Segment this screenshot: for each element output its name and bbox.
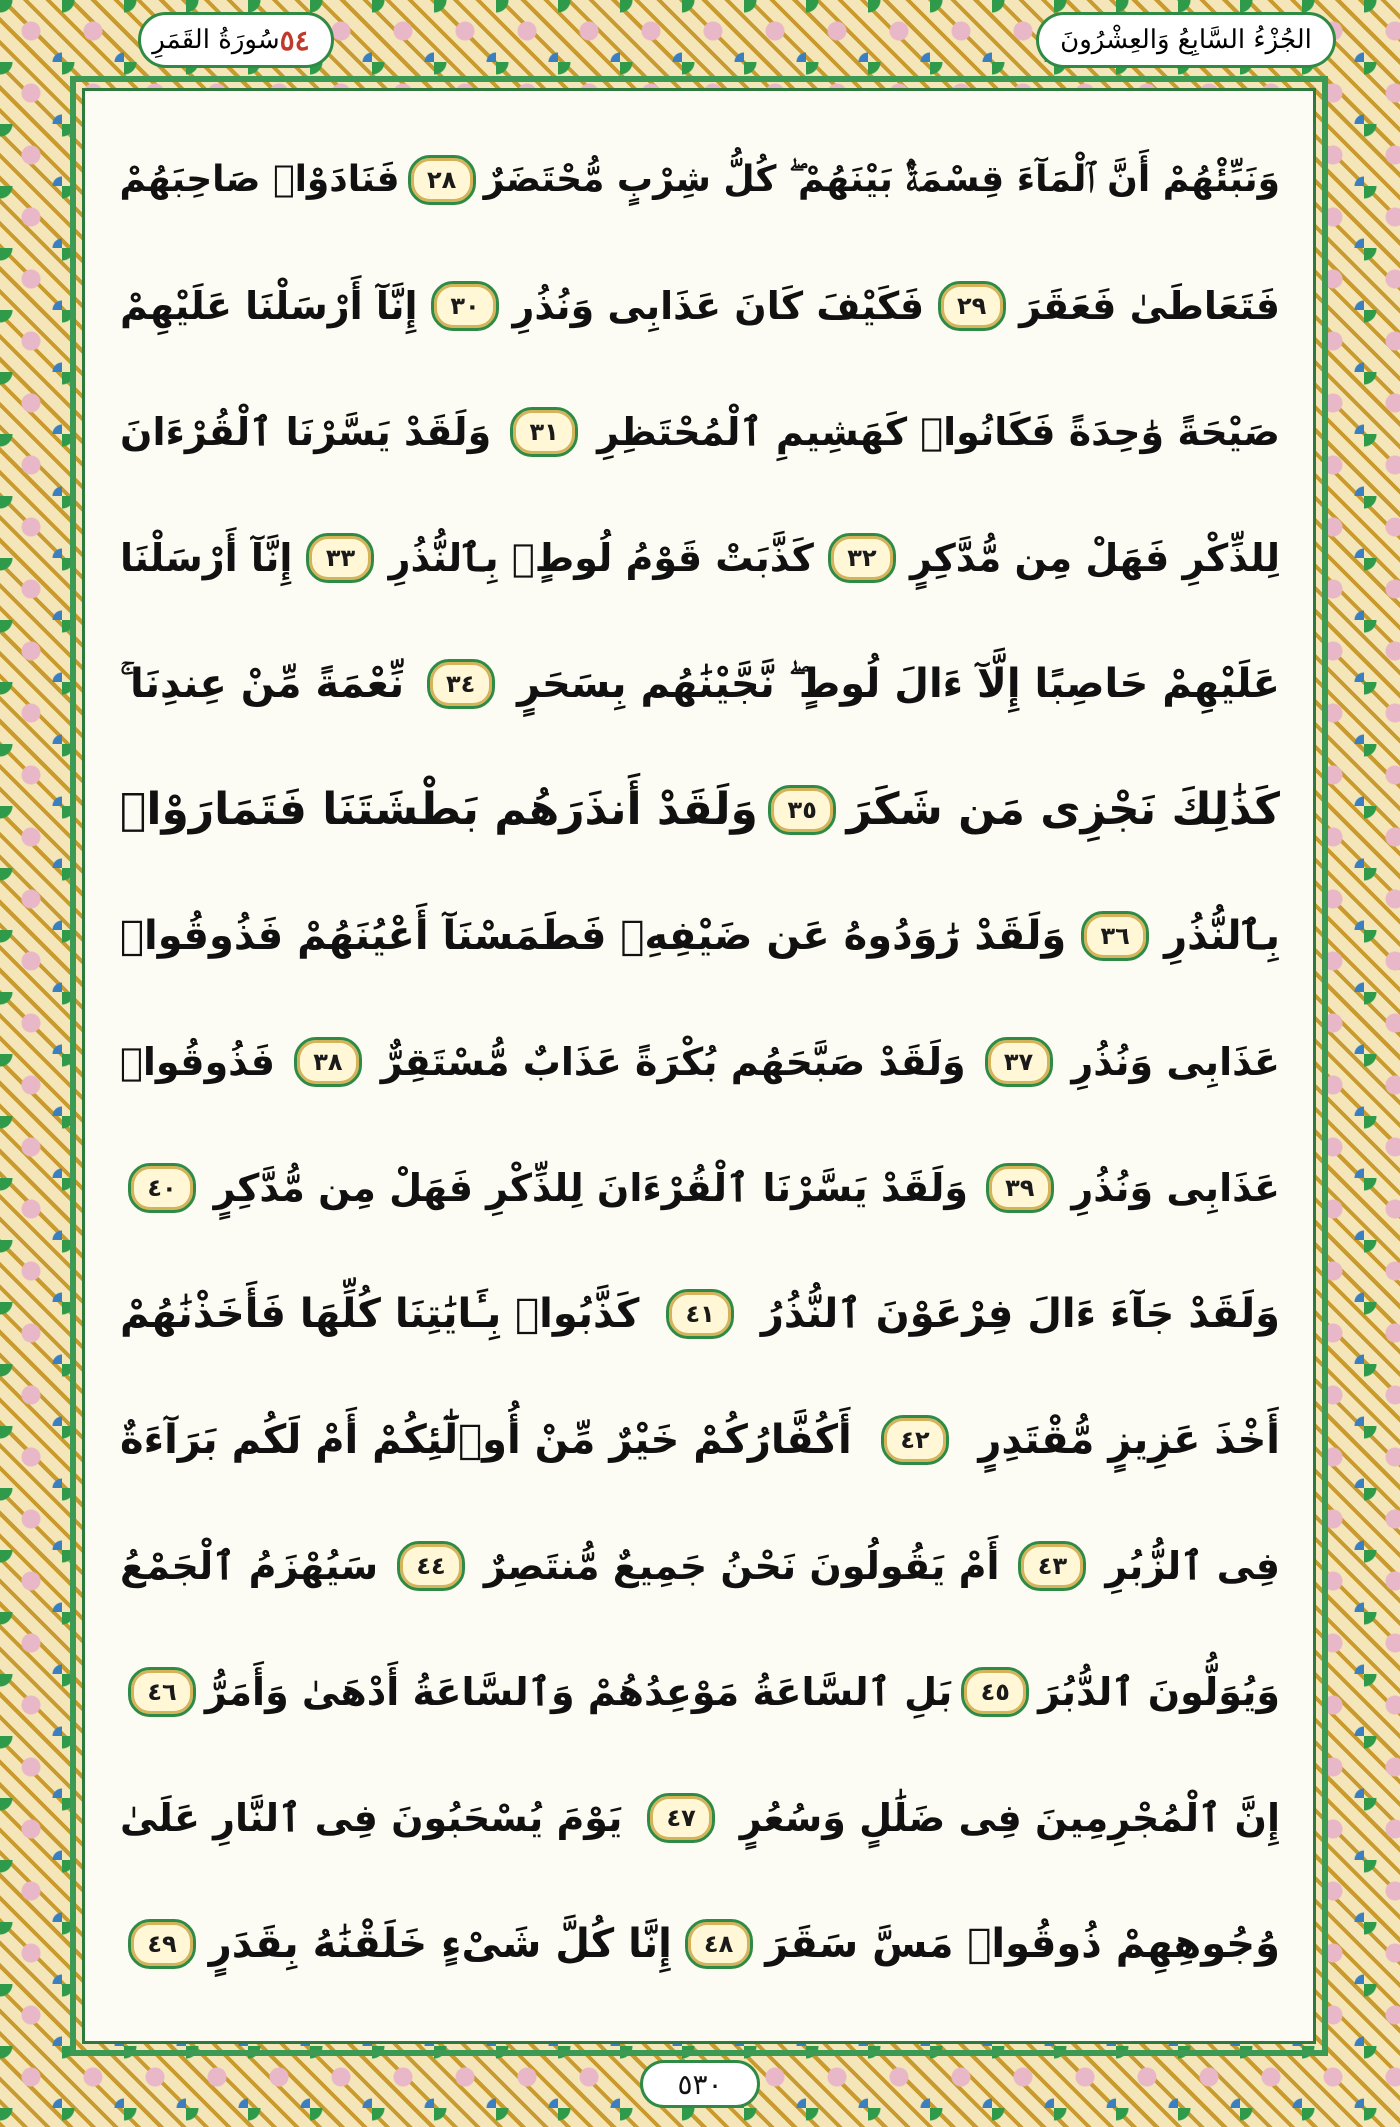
ayah-number-marker: ٤٧ — [647, 1793, 715, 1843]
verse-text: بَلِ ٱلسَّاعَةُ مَوْعِدُهُمْ وَٱلسَّاعَةُ أَدْهَىٰ وَأَمَرُّ — [204, 1670, 953, 1714]
verse-text: فَذُوقُوا۟ — [120, 1040, 276, 1084]
ayah-number-marker: ٢٩ — [938, 281, 1006, 331]
ayah-number-marker: ٣٤ — [427, 659, 495, 709]
ayah-number-marker: ٣٠ — [431, 281, 499, 331]
verse-text: وَلَقَدْ رَٰوَدُوهُ عَن ضَيْفِهِۦ فَطَمَسْنَآ أَعْيُنَهُمْ فَذُوقُوا۟ — [120, 913, 1067, 959]
ayah-number-marker: ٤٩ — [128, 1919, 196, 1969]
verse-text: نِّعْمَةً مِّنْ عِندِنَا ۚ — [120, 661, 405, 707]
ayah-number-marker: ٤٤ — [397, 1541, 465, 1591]
verse-line — [120, 1012, 1280, 1112]
verse-line — [120, 634, 1280, 734]
ayah-number-marker: ٣١ — [510, 407, 578, 457]
verse-line — [120, 256, 1280, 356]
verse-text: أَخْذَ عَزِيزٍ مُّقْتَدِرٍ — [978, 1417, 1280, 1463]
verse-text: عَذَابِى وَنُذُرِ — [1071, 1040, 1280, 1084]
ayah-number-marker: ٤٥ — [961, 1667, 1029, 1717]
verse-text: وَيُوَلُّونَ ٱلدُّبُرَ — [1038, 1670, 1280, 1714]
ayah-number-marker: ٤٢ — [881, 1415, 949, 1465]
verse-text: وَلَقَدْ يَسَّرْنَا ٱلْقُرْءَانَ — [120, 410, 492, 454]
verse-text: فَنَادَوْا۟ صَاحِبَهُمْ — [119, 159, 400, 200]
ayah-number-marker: ٣٧ — [985, 1037, 1053, 1087]
verse-text: أَكُفَّارُكُمْ خَيْرٌ مِّنْ أُو۟لَٰٓئِكُمْ أَمْ لَكُم بَرَآءَةٌ — [120, 1417, 852, 1463]
verse-text: إِنَّآ أَرْسَلْنَا عَلَيْهِمْ — [120, 284, 418, 328]
ayah-number-marker: ٣٩ — [986, 1163, 1054, 1213]
ayah-number-marker: ٣٥ — [768, 785, 836, 835]
verse-text: إِنَّآ أَرْسَلْنَا — [120, 536, 293, 580]
surah-label: سُورَةُ القَمَرِ — [152, 25, 280, 55]
ayah-number-marker: ٤٦ — [128, 1667, 196, 1717]
verse-line — [120, 886, 1280, 986]
ayah-number-marker: ٣٦ — [1081, 911, 1149, 961]
verse-text: عَذَابِى وَنُذُرِ — [1071, 1166, 1280, 1210]
verse-text: وَلَقَدْ أَنذَرَهُم بَطْشَتَنَا فَتَمَارَوْا۟ — [120, 784, 758, 835]
verse-line — [120, 382, 1280, 482]
verse-lines — [120, 130, 1280, 2020]
verse-text: وُجُوهِهِمْ ذُوقُوا۟ مَسَّ سَقَرَ — [765, 1921, 1280, 1967]
ayah-number-marker: ٤٣ — [1018, 1541, 1086, 1591]
verse-line — [120, 1768, 1280, 1868]
verse-text: وَنَبِّئْهُمْ أَنَّ ٱلْمَآءَ قِسْمَةٌۢ بَيْنَهُمْ ۖ كُلُّ شِرْبٍ مُّحْتَضَرٌ — [483, 159, 1280, 200]
verse-text: بِٱلنُّذُرِ — [1164, 913, 1280, 959]
ayah-number-marker: ٤٨ — [685, 1919, 753, 1969]
verse-line — [120, 1516, 1280, 1616]
verse-line — [120, 1138, 1280, 1238]
verse-text: كَذَّبُوا۟ بِـَٔايَٰتِنَا كُلِّهَا فَأَخَذْنَٰهُمْ — [120, 1291, 640, 1337]
verse-text: فِى ٱلزُّبُرِ — [1105, 1544, 1280, 1588]
page-number: ٥٣٠ — [640, 2060, 760, 2108]
juz-cartouche — [1036, 12, 1336, 68]
verse-text: وَلَقَدْ صَبَّحَهُم بُكْرَةً عَذَابٌ مُّسْتَقِرٌّ — [380, 1040, 966, 1084]
verse-text: إِنَّ ٱلْمُجْرِمِينَ فِى ضَلَٰلٍ وَسُعُرٍ — [739, 1796, 1280, 1840]
verse-line — [120, 760, 1280, 860]
verse-text: فَكَيْفَ كَانَ عَذَابِى وَنُذُرِ — [512, 284, 925, 328]
verse-text: وَلَقَدْ يَسَّرْنَا ٱلْقُرْءَانَ لِلذِّكْرِ فَهَلْ مِن مُّدَّكِرٍ — [213, 1166, 969, 1210]
verse-line — [120, 508, 1280, 608]
verse-line — [120, 1642, 1280, 1742]
verse-line — [120, 130, 1280, 230]
surah-cartouche — [138, 12, 334, 68]
ayah-number-marker: ٢٨ — [408, 155, 476, 205]
verse-line — [120, 1390, 1280, 1490]
verse-text: إِنَّا كُلَّ شَىْءٍ خَلَقْنَٰهُ بِقَدَرٍ — [208, 1921, 672, 1967]
verse-line — [120, 1264, 1280, 1364]
ayah-number-marker: ٤٠ — [128, 1163, 196, 1213]
verse-text: وَلَقَدْ جَآءَ ءَالَ فِرْعَوْنَ ٱلنُّذُرُ — [760, 1291, 1280, 1337]
ayah-number-marker: ٣٨ — [294, 1037, 362, 1087]
verse-text: سَيُهْزَمُ ٱلْجَمْعُ — [120, 1544, 379, 1588]
surah-number: ٥٤ — [279, 23, 310, 57]
ayah-number-marker: ٣٢ — [828, 533, 896, 583]
verse-text: صَيْحَةً وَٰحِدَةً فَكَانُوا۟ كَهَشِيمِ ٱلْمُحْتَظِرِ — [597, 410, 1280, 454]
verse-text: كَذَٰلِكَ نَجْزِى مَن شَكَرَ — [846, 784, 1280, 835]
ayah-number-marker: ٣٣ — [306, 533, 374, 583]
ayah-number-marker: ٤١ — [666, 1289, 734, 1339]
verse-text: فَتَعَاطَىٰ فَعَقَرَ — [1019, 284, 1280, 328]
verse-text: يَوْمَ يُسْحَبُونَ فِى ٱلنَّارِ عَلَىٰ — [120, 1796, 623, 1840]
verse-line — [120, 1894, 1280, 1994]
verse-text: لِلذِّكْرِ فَهَلْ مِن مُّدَّكِرٍ — [910, 536, 1280, 580]
verse-text: أَمْ يَقُولُونَ نَحْنُ جَمِيعٌ مُّنتَصِرٌ — [483, 1544, 1000, 1588]
verse-text: عَلَيْهِمْ حَاصِبًا إِلَّآ ءَالَ لُوطٍ ۖ نَّجَّيْنَٰهُم بِسَحَرٍ — [517, 661, 1280, 707]
verse-text: كَذَّبَتْ قَوْمُ لُوطٍۭ بِٱلنُّذُرِ — [388, 536, 814, 580]
juz-label: الجُزْءُ السَّابِعُ وَالعِشْرُونَ — [1060, 25, 1312, 55]
